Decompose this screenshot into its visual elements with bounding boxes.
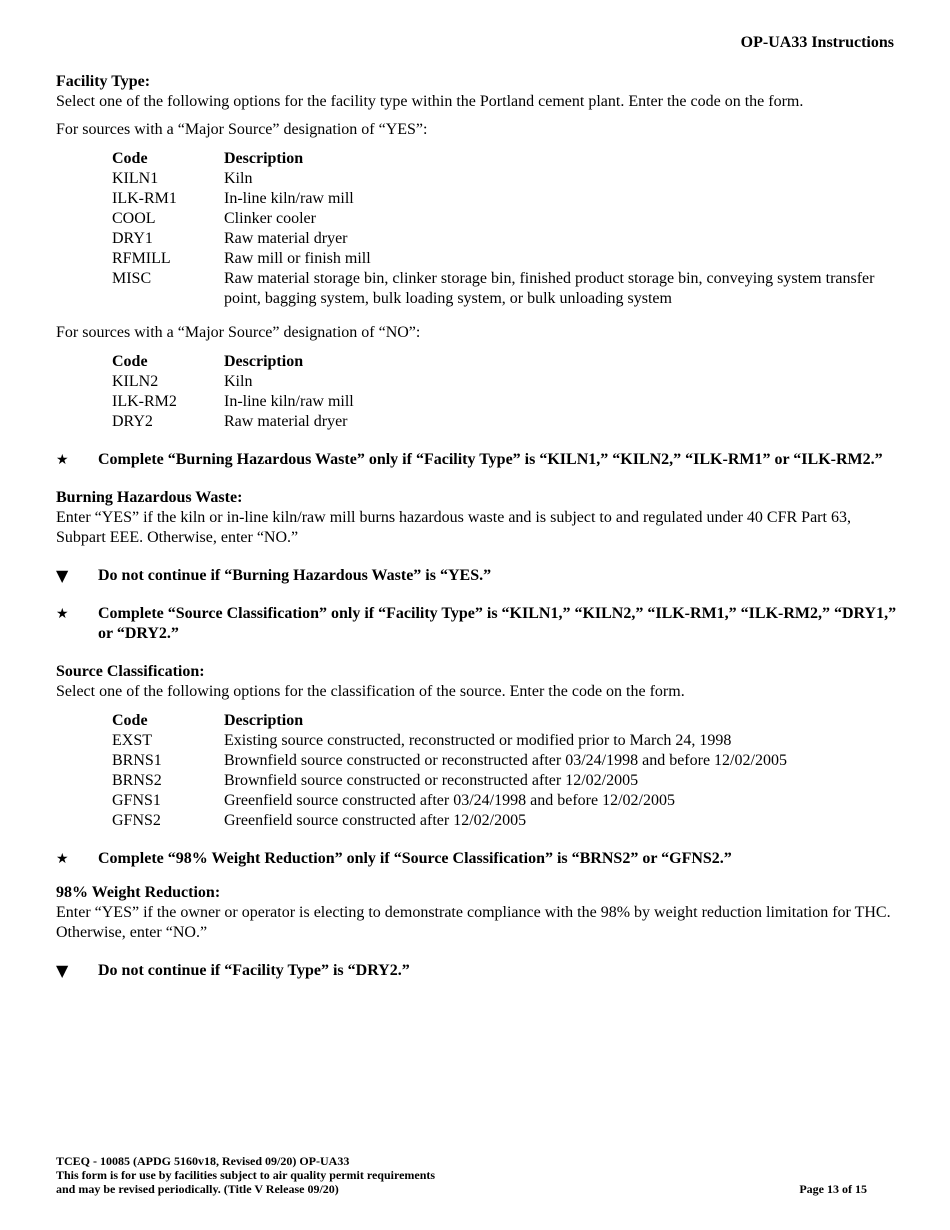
col-code-header: Code — [112, 150, 148, 167]
star-icon: ★ — [56, 606, 69, 622]
burning-text: Enter “YES” if the kiln or in-line kiln/raw mill burns hazardous waste and is subject to and regulated under 40 CFR Part 63, Subpart EEE. Otherwise, enter “NO.” — [56, 509, 851, 546]
table-row — [112, 731, 787, 751]
desc-cell: Existing source constructed, reconstructed or modified prior to March 24, 1998 — [224, 732, 732, 749]
desc-cell: Raw mill or finish mill — [224, 250, 371, 267]
note-text: Complete “Burning Hazardous Waste” only if “Facility Type” is “KILN1,” “KILN2,” “ILK-RM1” or “ILK-RM2.” — [98, 451, 883, 468]
col-code-header: Code — [112, 712, 148, 729]
dry2-stop-note — [56, 961, 901, 981]
weight-condition-note — [56, 849, 901, 869]
major-no-label: For sources with a “Major Source” designation of “NO”: — [56, 324, 421, 341]
burning-condition-note — [56, 450, 901, 470]
table-row — [112, 269, 901, 309]
desc-cell: In-line kiln/raw mill — [224, 190, 354, 207]
code-cell: DRY2 — [112, 413, 153, 430]
code-cell: MISC — [112, 270, 152, 287]
desc-cell: Kiln — [224, 170, 253, 187]
source-condition-note — [56, 604, 901, 644]
desc-cell: Clinker cooler — [224, 210, 316, 227]
table-row — [112, 791, 787, 811]
code-cell: BRNS1 — [112, 752, 162, 769]
desc-cell: Raw material dryer — [224, 413, 348, 430]
weight-reduction-heading: 98% Weight Reduction: — [56, 884, 221, 901]
col-code-header: Code — [112, 353, 148, 370]
star-icon: ★ — [56, 452, 69, 468]
desc-cell: In-line kiln/raw mill — [224, 393, 354, 410]
table-row — [112, 771, 787, 791]
table-row — [112, 811, 787, 831]
table-row — [112, 189, 901, 209]
table-row — [112, 392, 354, 412]
desc-cell: Raw material dryer — [224, 230, 348, 247]
note-text: Do not continue if “Burning Hazardous Waste” is “YES.” — [98, 567, 492, 584]
code-cell: BRNS2 — [112, 772, 162, 789]
star-icon: ★ — [56, 851, 69, 867]
facility-type-heading: Facility Type: — [56, 73, 151, 90]
table-row — [112, 169, 901, 189]
desc-cell: Raw material storage bin, clinker storage bin, finished product storage bin, conveying system transfer point, bagging system, bulk loading system, or bulk unloading system — [224, 270, 875, 307]
table-header-row — [112, 711, 787, 731]
main-content — [56, 72, 901, 981]
note-text: Complete “98% Weight Reduction” only if “Source Classification” is “BRNS2” or “GFNS2.” — [98, 850, 732, 867]
col-desc-header: Description — [224, 353, 304, 370]
col-desc-header: Description — [224, 150, 304, 167]
desc-cell: Brownfield source constructed or reconstructed after 03/24/1998 and before 12/02/2005 — [224, 752, 787, 769]
code-cell: ILK-RM2 — [112, 393, 177, 410]
table-row — [112, 751, 787, 771]
table-row — [112, 209, 901, 229]
code-cell: GFNS1 — [112, 792, 161, 809]
col-desc-header: Description — [224, 712, 304, 729]
weight-reduction-text: Enter “YES” if the owner or operator is electing to demonstrate compliance with the 98% by weight reduction limitation for THC. Otherwise, enter “NO.” — [56, 904, 891, 941]
footer-line: This form is for use by facilities subject to air quality permit requirements — [56, 1168, 436, 1182]
major-yes-table — [112, 149, 901, 309]
burning-stop-note — [56, 566, 901, 586]
code-cell: KILN1 — [112, 170, 159, 187]
desc-cell: Brownfield source constructed or reconstructed after 12/02/2005 — [224, 772, 639, 789]
code-cell: DRY1 — [112, 230, 153, 247]
triangle-down-icon: ▼ — [56, 961, 69, 980]
desc-cell: Kiln — [224, 373, 253, 390]
source-classification-intro: Select one of the following options for the classification of the source. Enter the code on the form. — [56, 683, 685, 700]
code-cell: GFNS2 — [112, 812, 161, 829]
table-row — [112, 229, 901, 249]
footer-line: TCEQ - 10085 (APDG 5160v18, Revised 09/20) OP-UA33 — [56, 1154, 350, 1168]
note-text: Do not continue if “Facility Type” is “DRY2.” — [98, 962, 410, 979]
major-no-table — [112, 352, 354, 432]
code-cell: COOL — [112, 210, 156, 227]
header-title: OP-UA33 Instructions — [740, 34, 894, 51]
footer-line: and may be revised periodically. (Title V Release 09/20) — [56, 1182, 339, 1196]
desc-cell: Greenfield source constructed after 12/02/2005 — [224, 812, 527, 829]
footer-form-info — [56, 1154, 435, 1196]
table-row — [112, 249, 901, 269]
triangle-down-icon: ▼ — [56, 566, 69, 585]
note-text: Complete “Source Classification” only if “Facility Type” is “KILN1,” “KILN2,” “ILK-RM1,” “ILK-RM2,” “DRY1,” or “DRY2.” — [98, 605, 897, 642]
table-header-row — [112, 352, 354, 372]
page-number: Page 13 of 15 — [799, 1182, 867, 1196]
code-cell: RFMILL — [112, 250, 171, 267]
table-header-row — [112, 149, 901, 169]
code-cell: EXST — [112, 732, 152, 749]
facility-type-intro: Select one of the following options for the facility type within the Portland cement plant. Enter the code on the form. — [56, 93, 804, 110]
table-row — [112, 412, 354, 432]
major-yes-label: For sources with a “Major Source” designation of “YES”: — [56, 121, 428, 138]
desc-cell: Greenfield source constructed after 03/24/1998 and before 12/02/2005 — [224, 792, 675, 809]
source-classification-heading: Source Classification: — [56, 663, 205, 680]
code-cell: KILN2 — [112, 373, 159, 390]
burning-heading: Burning Hazardous Waste: — [56, 489, 243, 506]
source-classification-table — [112, 711, 787, 831]
table-row — [112, 372, 354, 392]
code-cell: ILK-RM1 — [112, 190, 177, 207]
